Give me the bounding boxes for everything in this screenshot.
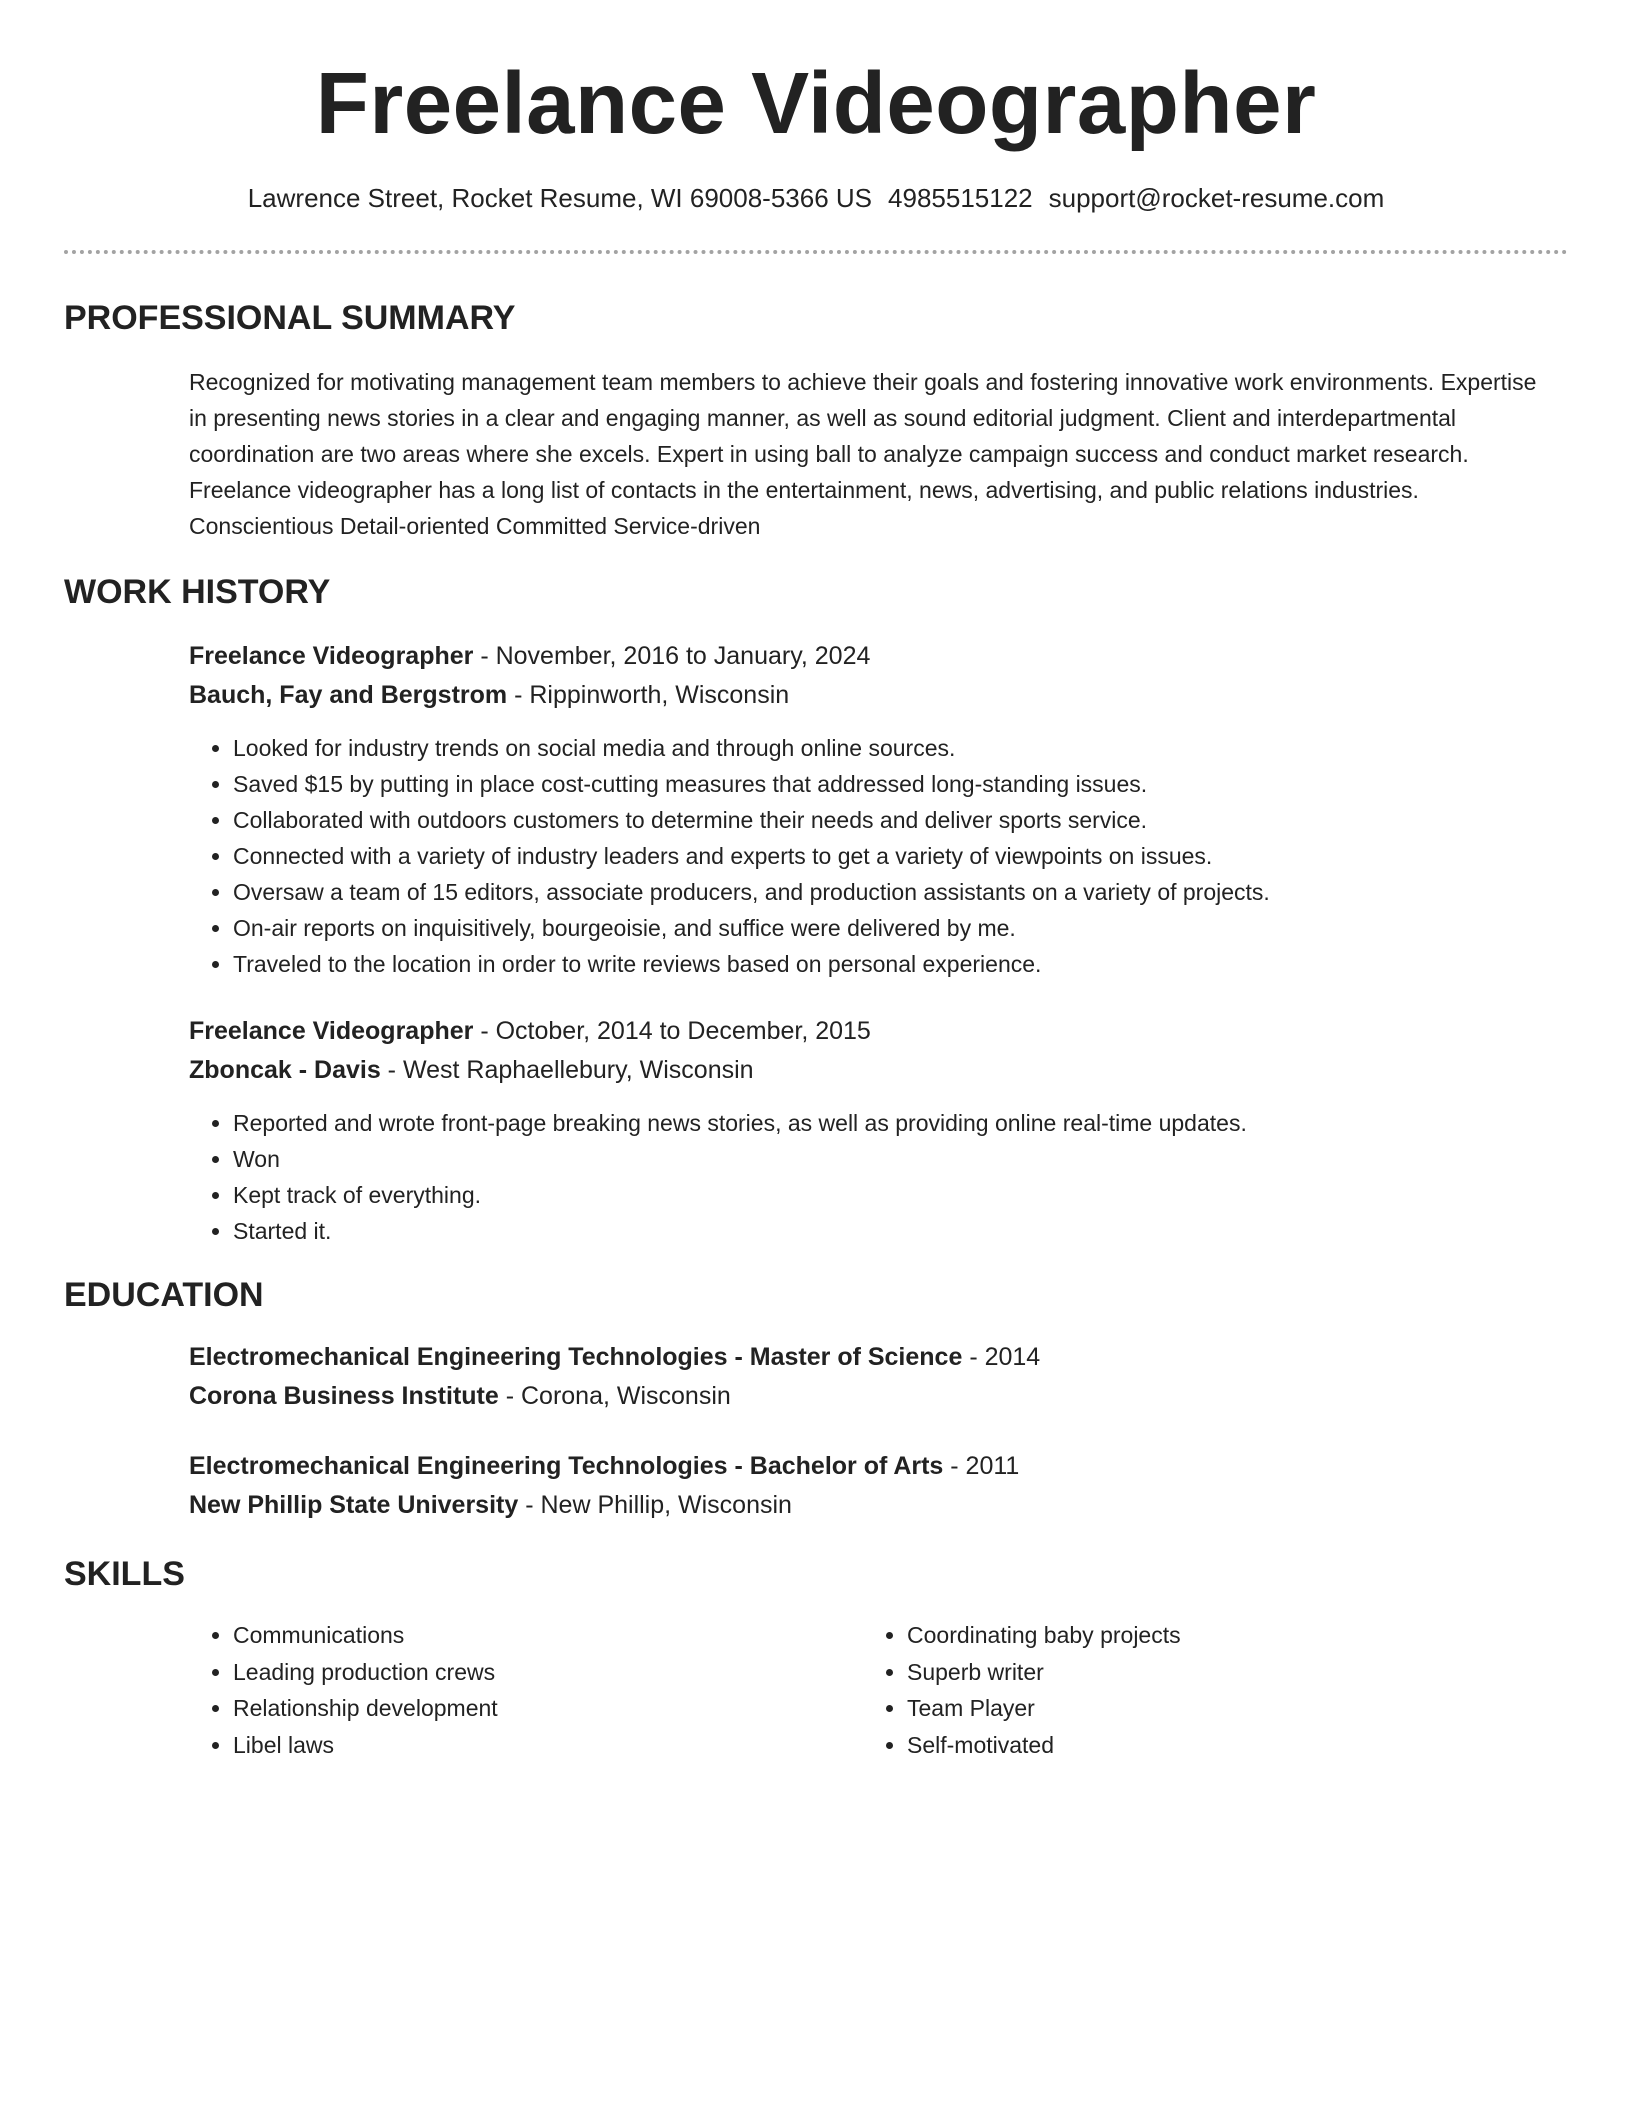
skill-item: • Superb writer — [907, 1654, 1527, 1691]
list-item: • Won — [233, 1141, 1247, 1177]
section-title-education: EDUCATION — [64, 1276, 264, 1314]
summary-text: Recognized for motivating management team members to achieve their goals and fostering innovative work environments. Expertise in presenting news stories in a clear and engaging manner, as well as sound editorial judgment. Client and interdepartmental coordination are two areas where she excels. Expert in using ball to analyze campaign success and conduct market research. Freelance videographer has a long list of contacts in the entertainment, news, advertising, and public relations industries. Conscientious Detail-oriented Committed Service-driven — [189, 369, 1537, 539]
list-item: • Collaborated with outdoors customers to determine their needs and deliver sports service. — [233, 802, 1270, 838]
education-degree: Electromechanical Engineering Technologies - Bachelor of Arts — [189, 1452, 944, 1480]
skill-item: • Relationship development — [233, 1690, 853, 1727]
contact-phone: 4985515122 — [888, 183, 1033, 213]
education-school: Corona Business Institute — [189, 1382, 499, 1410]
contact-line — [0, 180, 1632, 216]
section-title-skills: SKILLS — [64, 1555, 185, 1593]
job-role: Freelance Videographer — [189, 1017, 474, 1045]
list-item: • Saved $15 by putting in place cost-cutting measures that addressed long-standing issues. — [233, 766, 1270, 802]
contact-address: Lawrence Street, Rocket Resume, WI 69008-5366 US — [247, 183, 873, 213]
skill-item: • Self-motivated — [907, 1727, 1527, 1764]
list-item: • Oversaw a team of 15 editors, associate producers, and production assistants on a variety of projects. — [233, 874, 1270, 910]
education-year: - 2014 — [962, 1343, 1041, 1371]
skill-item: • Coordinating baby projects — [907, 1617, 1527, 1654]
list-item: • Reported and wrote front-page breaking news stories, as well as providing online real-time updates. — [233, 1105, 1247, 1141]
job-bullet-list — [189, 730, 1270, 982]
job-title-line — [189, 1013, 871, 1049]
list-item: • Looked for industry trends on social media and through online sources. — [233, 730, 1270, 766]
list-item: • Kept track of everything. — [233, 1177, 1247, 1213]
education-school-line — [189, 1487, 792, 1523]
education-year: - 2011 — [943, 1452, 1020, 1480]
job-company: Bauch, Fay and Bergstrom — [189, 681, 508, 709]
skills-list-left — [189, 1617, 853, 1763]
skill-item: • Team Player — [907, 1690, 1527, 1727]
list-item: • Traveled to the location in order to write reviews based on personal experience. — [233, 946, 1270, 982]
section-title-summary: PROFESSIONAL SUMMARY — [64, 299, 516, 337]
section-title-work-history: WORK HISTORY — [64, 573, 331, 611]
header-divider — [64, 250, 1568, 254]
skill-item: • Libel laws — [233, 1727, 853, 1764]
education-degree: Electromechanical Engineering Technologies - Master of Science — [189, 1343, 963, 1371]
job-location: - West Raphaellebury, Wisconsin — [380, 1056, 754, 1084]
education-degree-line — [189, 1339, 1040, 1375]
job-bullet-list — [189, 1105, 1247, 1249]
list-item: • Started it. — [233, 1213, 1247, 1249]
education-degree-line — [189, 1448, 1019, 1484]
job-title-line — [189, 638, 870, 674]
education-school: New Phillip State University — [189, 1491, 519, 1519]
skill-item: • Communications — [233, 1617, 853, 1654]
job-dates: - October, 2014 to December, 2015 — [473, 1017, 871, 1045]
skills-list-right — [863, 1617, 1527, 1763]
skill-item: • Leading production crews — [233, 1654, 853, 1691]
job-role: Freelance Videographer — [189, 642, 474, 670]
job-dates: - November, 2016 to January, 2024 — [473, 642, 871, 670]
education-school-line — [189, 1378, 731, 1414]
resume-name: Freelance Videographer — [315, 55, 1317, 152]
job-company: Zboncak - Davis — [189, 1056, 381, 1084]
list-item: • On-air reports on inquisitively, bourgeoisie, and suffice were delivered by me. — [233, 910, 1270, 946]
list-item: • Connected with a variety of industry leaders and experts to get a variety of viewpoints on issues. — [233, 838, 1270, 874]
job-company-line — [189, 1052, 754, 1088]
job-location: - Rippinworth, Wisconsin — [507, 681, 790, 709]
education-location: - New Phillip, Wisconsin — [518, 1491, 792, 1519]
education-location: - Corona, Wisconsin — [498, 1382, 731, 1410]
contact-email: support@rocket-resume.com — [1048, 183, 1385, 213]
job-company-line — [189, 677, 789, 713]
